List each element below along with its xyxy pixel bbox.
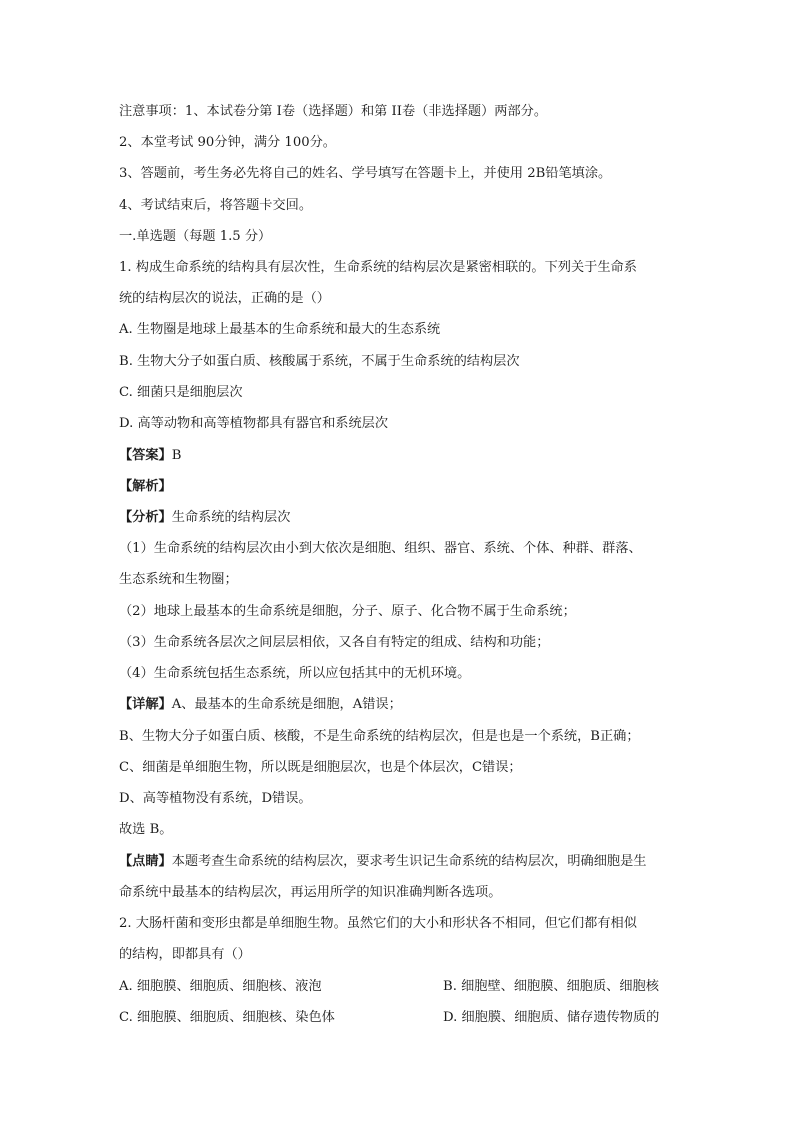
fenxi-point-1-line-1: （1）生命系统的结构层次由小到大依次是细胞、组织、器官、系统、个体、种群、群落、 — [119, 541, 642, 556]
fenxi-tag: 【分析】 — [119, 510, 172, 525]
q2-option-d: D. 细胞膜、细胞质、储存遗传物质的 — [443, 1010, 660, 1025]
dianjing-line-1 — [119, 852, 647, 872]
q2-stem-line-2: 的结构，即都具有（） — [119, 947, 251, 962]
fenxi-point-4: （4）生命系统包括生态系统，所以应包括其中的无机环境。 — [119, 666, 471, 681]
fenxi-line — [119, 508, 290, 528]
dianjing-line-2: 命系统中最基本的结构层次，再运用所学的知识准确判断各选项。 — [119, 885, 502, 900]
q1-option-d: D. 高等动物和高等植物都具有器官和系统层次 — [119, 416, 389, 431]
fenxi-point-1-line-2: 生态系统和生物圈； — [119, 572, 238, 587]
notes-line-3: 3、答题前，考生务必先将自己的姓名、学号填写在答题卡上，并使用 2B铅笔填涂。 — [119, 166, 612, 181]
q1-answer-line — [119, 446, 181, 466]
q1-option-a: A. 生物圈是地球上最基本的生命系统和最大的生态系统 — [119, 322, 441, 337]
q2-option-b: B. 细胞壁、细胞膜、细胞质、细胞核 — [443, 979, 659, 994]
q1-option-b: B. 生物大分子如蛋白质、核酸属于系统，不属于生命系统的结构层次 — [119, 354, 520, 369]
detail-line-c: C、细菌是单细胞生物，所以既是细胞层次，也是个体层次，C错误； — [119, 760, 522, 775]
fenxi-point-3: （3）生命系统各层次之间层层相依，又各自有特定的组成、结构和功能； — [119, 635, 550, 650]
q2-option-c: C. 细胞膜、细胞质、细胞核、染色体 — [119, 1010, 335, 1025]
dianjing-tag: 【点睛】 — [119, 854, 172, 869]
q2-stem-line-1: 2. 大肠杆菌和变形虫都是单细胞生物。虽然它们的大小和形状各不相同，但它们都有相似 — [119, 916, 637, 931]
notes-line-1: 注意事项：1、本试卷分第 I卷（选择题）和第 II卷（非选择题）两部分。 — [119, 104, 548, 119]
detail-line-d: D、高等植物没有系统，D错误。 — [119, 791, 312, 806]
choose-line: 故选 B。 — [119, 822, 173, 837]
q1-stem-line-1: 1. 构成生命系统的结构具有层次性，生命系统的结构层次是紧密相联的。下列关于生命系 — [119, 260, 637, 275]
answer-tag: 【答案】 — [119, 448, 172, 463]
notes-line-4: 4、考试结束后，将答题卡交回。 — [119, 198, 313, 213]
detail-a-text: A、最基本的生命系统是细胞，A错误； — [171, 697, 402, 712]
section-heading: 一.单选题（每题 1.5 分） — [119, 229, 272, 244]
notes-line-2: 2、本堂考试 90分钟，满分 100分。 — [119, 135, 336, 150]
answer-value: B — [171, 448, 182, 463]
q2-option-a: A. 细胞膜、细胞质、细胞核、液泡 — [119, 979, 322, 994]
detail-tag: 【详解】 — [119, 697, 172, 712]
detail-line-b: B、生物大分子如蛋白质、核酸，不是生命系统的结构层次，但是也是一个系统，B正确； — [119, 729, 640, 744]
fenxi-text: 生命系统的结构层次 — [171, 510, 291, 525]
fenxi-point-2: （2）地球上最基本的生命系统是细胞，分子、原子、化合物不属于生命系统； — [119, 604, 576, 619]
detail-line-a — [119, 695, 402, 715]
q1-stem-line-2: 统的结构层次的说法，正确的是（） — [119, 291, 330, 306]
q1-option-c: C. 细菌只是细胞层次 — [119, 385, 243, 400]
dianjing-text-1: 本题考查生命系统的结构层次，要求考生识记生命系统的结构层次，明确细胞是生 — [171, 854, 647, 869]
analysis-tag: 【解析】 — [119, 479, 172, 494]
